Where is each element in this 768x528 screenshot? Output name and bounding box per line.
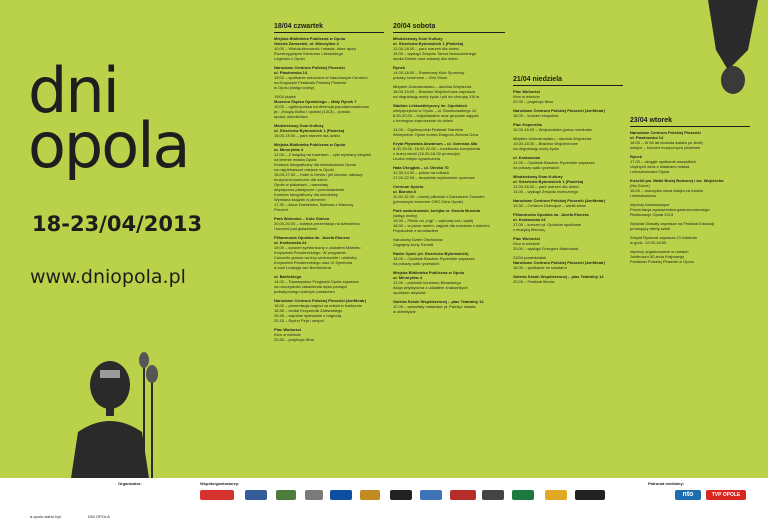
schedule-line: artystyczno-plastyczne i przedstawienie	[274, 187, 345, 192]
event-title-line1: dni	[28, 54, 118, 127]
event-dates: 18-23/04/2013	[32, 212, 203, 236]
schedule-line: Narodowy Dzień Obchodów	[393, 237, 443, 242]
schedule-line: Rynek	[630, 154, 643, 159]
schedule-line: Rynek	[393, 65, 406, 70]
schedule-line: ul. Minorytów 4	[274, 147, 304, 152]
partner-logo	[200, 490, 234, 500]
schedule-line: Festiwalu Polskiej Piosenki w Opolu	[630, 259, 694, 264]
partner-logo	[545, 490, 567, 500]
schedule-line: Akcja artystyczna z udziałem znakomitych	[393, 285, 468, 290]
partners-label: Współorganizatorzy:	[200, 481, 240, 486]
schedule-line: Zespół Rynkowi zaprasza 21 kwietnia	[630, 235, 697, 240]
schedule-line: 10.00 – ogólnopolska konferencja popularnonaukowa	[274, 104, 369, 109]
schedule-line: 20.15 – Rychu Peja i zespół	[274, 318, 324, 323]
partner-logo	[512, 490, 534, 500]
schedule-line: 18.00 – spotkanie ze szkołami	[513, 265, 567, 270]
schedule-line: ul. Piastowska 14	[274, 70, 308, 75]
schedule-line: ul. Strzelców Bytomskich 1 (Pasieka)	[274, 128, 345, 133]
schedule-line: 20.30 – projekcja filmu	[274, 337, 315, 342]
schedule-line: 8.00-20.00 – indywidualne oraz grupowe zajęcia	[393, 113, 479, 118]
schedule-line: 20.00 – Festiwal filmów	[513, 279, 555, 284]
schedule-line: Galeria Sztuki Współczesnej – plac Teatralny 12	[393, 299, 484, 304]
schedule-line: Kryta Pływalnia Akwarium – ul. Ozimska 48a	[393, 141, 478, 146]
day-heading: 23/04 wtorek	[630, 116, 750, 127]
patrons-label: Patronat medialny:	[648, 481, 685, 486]
schedule-line: Wolnyminie Opole kontra Dragons Zielona Góra	[393, 132, 479, 137]
schedule-line: Kościół pw. Matki Bożej Bolesnej i św. Wojciecha	[630, 178, 724, 183]
schedule-line: Młodzieżowy Dom Kultury	[393, 36, 443, 41]
schedule-line: ul. Piastowska 14	[630, 135, 664, 140]
event-title-line2: opola	[28, 109, 189, 182]
schedule-line: 12.00 – Z książką na rowerach – cykl wymiany książek	[274, 152, 371, 157]
schedule-line: Jubileuszu 50-lecia Krajowego	[630, 254, 685, 259]
partner-logo	[450, 490, 476, 500]
schedule-line: Prezent	[274, 207, 288, 212]
schedule-line: 22/04 poniedziałek	[513, 255, 547, 260]
schedule-line: 12.00-18.00 – park marzeń dla dzieci	[393, 46, 459, 51]
schedule-line: ul. Barona 8	[393, 189, 416, 194]
schedule-line: na pokazy walk rycerskich	[513, 165, 560, 170]
schedule-line: d-moll Ludwiga van Beethovena	[274, 265, 331, 270]
schedule-line: promujący ofertę szkół	[630, 226, 671, 231]
schedule-line: 10.00 – Wielokulturowość i miasta, które łączy	[274, 46, 356, 51]
patron-logo-nto: nto	[675, 490, 701, 500]
schedule-line: Narodowe Centrum Polskiej Piosenki (Amfiteatr)	[513, 108, 606, 113]
schedule-line: Plac Wolności	[513, 236, 541, 241]
day-heading: 18/04 czwartek	[274, 22, 384, 33]
schedule-line: Filharmonia Opolska im. Józefa Elsnera	[513, 212, 589, 217]
schedule-line: 8.00-15.00, 16.00-22.00 – możliwość korzystania	[393, 146, 480, 151]
schedule-line: Miejskie Ucieranowisko – studnia Wojciecha	[513, 136, 592, 141]
schedule-line: z muzyką filmową	[513, 227, 545, 232]
schedule-line: Krzysztofa Pendereckiego oraz IX Symfonia	[274, 260, 353, 265]
partner-logo	[575, 490, 605, 500]
schedule-line: Plac Wolności	[274, 327, 302, 332]
schedule-line: studia Debiut oraz zabawy dla dzieci	[393, 56, 458, 61]
schedule-line: Radio Opole (ul. Strzelców Bytomskich)	[393, 251, 469, 256]
schedule-line: Park Wolności – Koło Słońca	[274, 216, 330, 221]
schedule-line: w Opolu (wstęp wolny)	[274, 85, 315, 90]
day-column-3	[513, 75, 623, 284]
schedule-line: 10.00-16.00 – Wojewódzka gmina rzemiosła	[513, 127, 592, 132]
schedule-line: chętnych wraz z władzami miasta	[630, 164, 690, 169]
schedule-line: 14.00-18.00 – Rowerowy Klub Sportowy	[393, 70, 465, 75]
schedule-line: Concerto grosso na trzy wiolonczele i orkiestrę	[274, 255, 357, 260]
schedule-line: 15.00 – Piknik na „ruję” – wykonaj coś i wyślij	[393, 218, 474, 223]
schedule-line: Wydział Oświaty zaprasza na Festiwal Edukacji	[630, 221, 715, 226]
schedule-line: Miejskie Ucieranowisko – studnia Wojciecha	[393, 84, 472, 89]
schedule-line: (pierwszym trenerem OKS Odra Opole)	[393, 199, 464, 204]
org-logo-2: DNI OPOLA	[88, 514, 110, 519]
schedule-line: na Krajowym Festiwalu Polskiej Piosenki	[274, 80, 347, 85]
schedule-line: na pokazy walk rycerskich	[393, 261, 440, 266]
schedule-line: ul. Krakowska	[513, 155, 540, 160]
schedule-line: Restauracje Opola 2013	[630, 212, 674, 217]
schedule-line: 19.00 – koncert symfoniczny z udziałem Maestro	[274, 245, 361, 250]
schedule-line: na degustację wody życia i pół na chorążę XIII w.	[393, 94, 480, 99]
schedule-line: Konkurs fotograficzny dla mieszkańców Opola	[274, 162, 356, 167]
schedule-line: Narodowe Centrum Polskiej Piosenki	[274, 65, 345, 70]
organizers-label: Organizator:	[118, 481, 142, 486]
schedule-line: Opole w plakatach – warsztaty	[274, 182, 329, 187]
schedule-line: 20.00 – wystąpi Grzegorz Markowski	[513, 246, 579, 251]
schedule-line: Zagrajmy Anny Szmidt	[393, 242, 434, 247]
schedule-line: 18.00-19.00 – Bractwo Wojciechowe zaprasza	[393, 89, 476, 94]
schedule-line: 20.30 – projekcja filmu	[513, 99, 554, 104]
schedule-line: muzyczno-taneczne dla dzieci	[274, 177, 328, 182]
schedule-line: 17.00-22.00 – bezpłatne wydarzenie sportowe	[393, 175, 475, 180]
schedule-line: 20.00-20.00 – kolejna prezentacja na dziedzińcu	[274, 221, 360, 226]
schedule-line: 15.00-17.00 – Hotel w Devils i jeli tańców, zabawy	[274, 172, 363, 177]
day-column-1	[274, 22, 384, 342]
schedule-line: 18.00 – uroczysta msza święta za miasto	[630, 188, 703, 193]
schedule-line: i mieszkańców	[630, 193, 657, 198]
schedule-line: Legenda o Opolu	[274, 56, 305, 61]
schedule-line: 14.00 – wystąpi Zespołu tanecznego	[513, 189, 578, 194]
upside-down-figure-illustration	[698, 0, 768, 100]
schedule-line: pt.: „Książę Bolko I opolski (1313) – postać,	[274, 109, 351, 114]
schedule-line: na degustację wody życia	[513, 146, 559, 151]
schedule-line: na terenie miasta Opola	[274, 157, 317, 162]
schedule-line: Centrum Sportu	[393, 184, 424, 189]
org-logo-1: a opolu warto być	[30, 514, 62, 519]
schedule-line: 18.30 – recital Krzysztofa Zalewskiego	[274, 308, 343, 313]
partner-logo	[390, 490, 412, 500]
schedule-line: Plac Wolności	[513, 89, 541, 94]
schedule-line: opolskich artystów	[393, 290, 426, 295]
schedule-line: 12.00-16.00 – park marzeń dla dzieci	[513, 184, 579, 189]
schedule-line: 12.00 – Opolskie Bractwo Rycerskie zaprasza	[513, 160, 595, 165]
partner-logo	[420, 490, 442, 500]
schedule-line: Park nadodrzański, kolejka nr. Karola Musioła	[393, 208, 480, 213]
singer-photo	[40, 340, 180, 498]
schedule-line: 19.45 – wspólne śpiewanie z nagrodą	[274, 313, 341, 318]
schedule-line: Plac Kopernika	[513, 122, 542, 127]
schedule-line: ul. Minorytów 4	[393, 275, 423, 280]
schedule-line: 18.00 – Opolskie Bractwo Rycerskie zaprasza	[393, 256, 475, 261]
schedule-line: Rozstrzygnięcie Konkursu Literackiego	[274, 51, 343, 56]
schedule-line: Wymiana książek w plenerze	[274, 197, 326, 202]
schedule-line: 12.00 – pokłosie konkursu literackiego	[393, 280, 461, 285]
partner-logo	[305, 490, 323, 500]
schedule-line: ul. Barlickiego	[274, 274, 302, 279]
schedule-line: 12.00 – warsztaty malarskie pt. Pamięć miasta	[393, 304, 476, 309]
schedule-line: z treningów zaproszenie do dzieci	[393, 118, 454, 123]
schedule-line: na najciekawsze miejsce w Opolu	[274, 167, 334, 172]
schedule-line: Liczba miejsc ograniczona	[393, 156, 440, 161]
sponsor-footer	[0, 478, 768, 528]
schedule-line: Stadion Lekkoatletyczny im. Opolskich	[393, 103, 468, 108]
schedule-line: 10.00-18.00 – Bractwo Wojciechowe	[513, 141, 578, 146]
schedule-line: epoka, dziedzictwo	[274, 114, 308, 119]
schedule-line: 12.30-14.30 – pokaz na rolkach	[393, 170, 450, 175]
schedule-line: pokazy rowerowe – Gim Show	[393, 75, 448, 80]
day-heading: 21/04 niedziela	[513, 75, 623, 86]
schedule-line: z dużej niecki (16.00-16.00 promocja)	[393, 151, 460, 156]
schedule-line: Kino w mieście	[513, 241, 540, 246]
partner-logo	[482, 490, 504, 500]
schedule-line: Prezentacja wydawnictwa gastronomicznego	[630, 207, 710, 212]
schedule-line: ul. Krakowska 24	[274, 240, 307, 245]
schedule-line: 19.00 – spotkanie wieczorne w Narodowym Centrum	[274, 75, 368, 80]
schedule-line: na uroczystość zasadzenia dębu pamięci	[274, 284, 347, 289]
schedule-line: Narodowe Centrum Polskiej Piosenki (Amfiteatr)	[274, 298, 367, 303]
schedule-line: 18.00 – koncert zespołów	[513, 113, 559, 118]
schedule-line: ul. Strzelców Bytomskich 1 (Pasieka)	[393, 41, 464, 46]
schedule-line: 11.00-12.00 – turniej piłkarski z Dariuszem Żurawim	[393, 194, 485, 199]
schedule-line: Narodowe Centrum Polskiej Piosenki (Amfiteatr)	[513, 260, 606, 265]
schedule-line: 15.00-19.00 – park marzeń dla dzieci	[274, 133, 340, 138]
schedule-line: (wstęp wolny)	[393, 213, 418, 218]
schedule-line: Kino w mieście	[274, 332, 301, 337]
partner-logo	[276, 490, 296, 500]
schedule-line: 15.00 – wystąpi Zespołu Tańca Nowoczesnego	[393, 51, 477, 56]
schedule-line: Młodzieżowy Dom Kultury	[513, 174, 563, 179]
day-column-4	[630, 116, 750, 264]
schedule-line: 17.00 – koncert pt. Opolskie spotkanie	[513, 222, 582, 227]
schedule-line: 12.00 – Centrum Dziecięce – wielki show	[513, 203, 586, 208]
schedule-line: 18.00 – W 80 lat dookoła świata po złotej	[630, 140, 703, 145]
schedule-line: i mieszkańcami Opola	[630, 169, 670, 174]
schedule-line: Miejska Biblioteka Publiczna w Opolu	[393, 270, 465, 275]
website-link[interactable]: www.dniopola.pl	[30, 266, 186, 288]
schedule-line: Konkurs fotograficzny dla młodzieży	[274, 192, 338, 197]
schedule-line: Narodowe Centrum Polskiej Piosenki (Amfiteatr)	[513, 198, 606, 203]
day-heading: 20/04 sobota	[393, 22, 505, 33]
day-column-2	[393, 22, 505, 314]
schedule-line: kolejce – koncert muzycznych piosenek	[630, 145, 701, 150]
schedule-line: 18.00 – prezentacja nagród za udział w konkursie	[274, 303, 362, 308]
schedule-line: Popołudnie z wrocławiem	[393, 228, 439, 233]
schedule-line: (Na Górce)	[630, 183, 650, 188]
schedule-line: imprezy organizowane w ramach	[630, 249, 689, 254]
schedule-line: Galeria Sztuki Współczesnej – plac Teatralny 12	[513, 274, 604, 279]
partner-logo	[245, 490, 267, 500]
schedule-line: ul. Krakowska 24	[513, 217, 546, 222]
partner-logo	[360, 490, 380, 500]
schedule-line: Filharmonia Opolska im. Józefa Elsnera	[274, 235, 350, 240]
schedule-line: i koncert pod gwiazdami	[274, 226, 317, 231]
schedule-line: 14.00 – Towarzystwo Przyjaciół Opola zaprasza	[274, 279, 359, 284]
schedule-line: Miejska Biblioteka Publiczna w Opolu	[274, 36, 346, 41]
schedule-line: w obiektywie	[393, 309, 416, 314]
schedule-line: Muzeum Śląska Opolskiego – Mały Rynek 7	[274, 99, 357, 104]
schedule-line: 17.30 – Anna Danilewicz, Barbara z Manowy	[274, 202, 354, 207]
schedule-line: w godz. 12:00-18:00	[630, 240, 667, 245]
partner-logo	[330, 490, 352, 500]
schedule-line: Krzysztofa Pendereckiego. W programie:	[274, 250, 347, 255]
schedule-line: 19/04 piątek	[274, 94, 296, 99]
schedule-line: ul. Strzelców Bytomskich 1 (Pasieka)	[513, 179, 584, 184]
schedule-line: Kino w mieście	[513, 94, 540, 99]
schedule-line: olimpijczyków w Opolu – ul. Sosnkowskiego 12	[393, 108, 477, 113]
schedule-line: Hala Okrąglak – ul. Oleska 70	[393, 165, 449, 170]
schedule-line: Narodowe Centrum Polskiej Piosenki	[630, 130, 701, 135]
schedule-line: Miejska Biblioteka Publiczna w Opolu	[274, 142, 346, 147]
schedule-line: imprezy towarzyszące	[630, 202, 670, 207]
schedule-line: 16.00 – w parze razem, zajęcia dla rodziców z dziećmi	[393, 223, 490, 228]
schedule-line: 17.00 – okrągłe spotkanie wszystkich	[630, 159, 697, 164]
schedule-line: Galeria Zamostek, ul. Minorytów 4	[274, 41, 339, 46]
schedule-line: Młodzieżowy Dom Kultury	[274, 123, 324, 128]
patron-logo-tvp: TVP OPOLE	[706, 490, 746, 500]
schedule-line: poświęconego ważnym postaciom	[274, 289, 335, 294]
schedule-line: 14.00 – Ogólnopolski Festiwal Talentów	[393, 127, 464, 132]
